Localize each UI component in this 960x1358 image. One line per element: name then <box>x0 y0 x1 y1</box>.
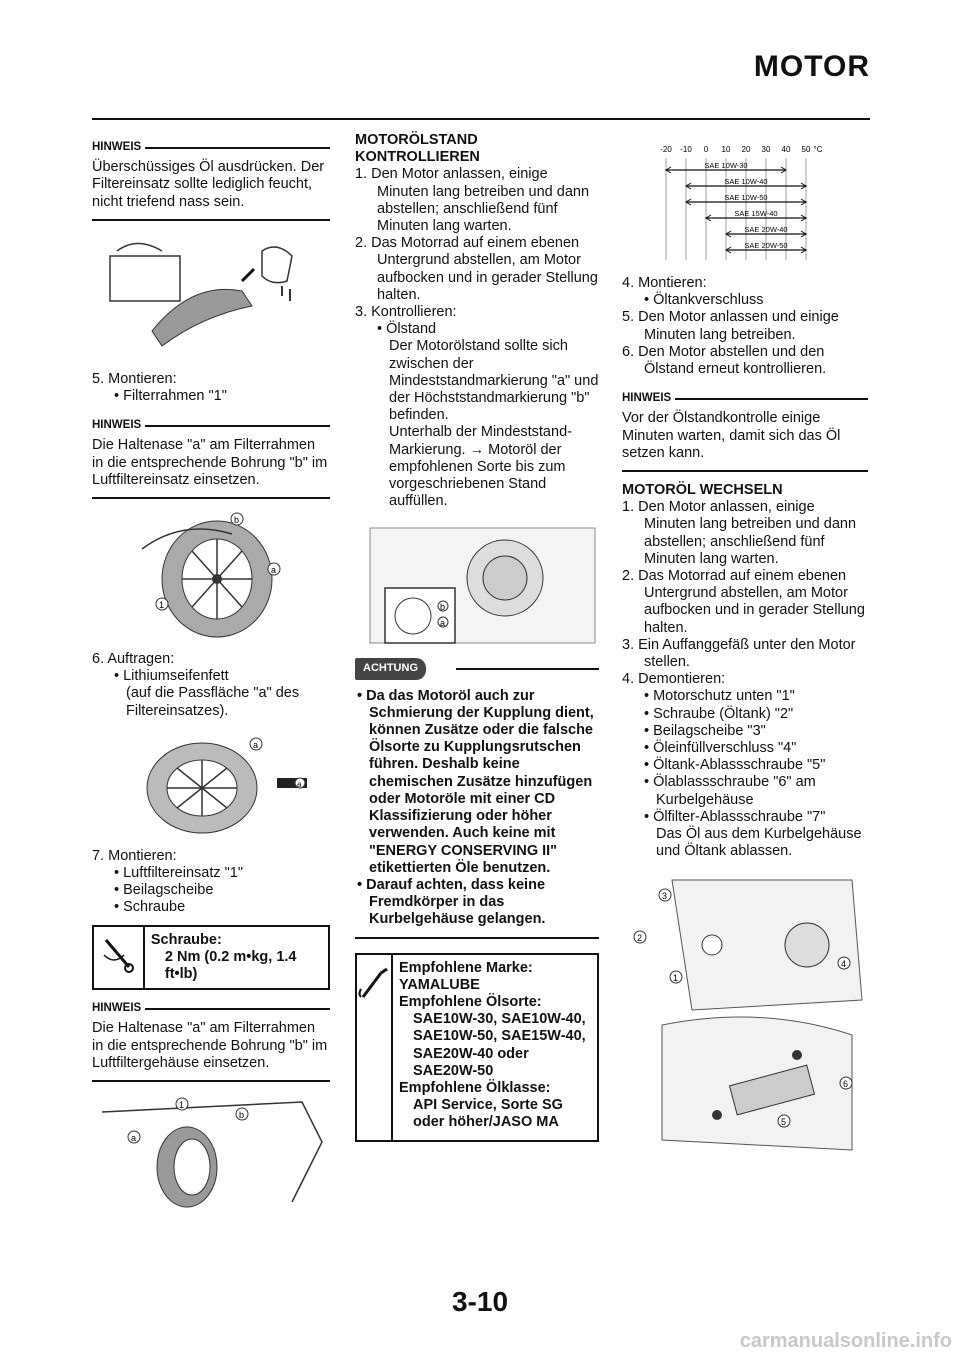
step-item: • Öltankverschluss <box>644 292 764 309</box>
rec-brand: YAMALUBE <box>399 976 480 993</box>
step-6-item: • Lithiumseifenfett <box>114 668 229 685</box>
remove-item: • Öleinfüllverschluss "4" <box>644 740 797 757</box>
column-middle <box>355 132 599 1152</box>
step: 5. Den Motor anlassen und einige Minuten lang betreiben. <box>622 309 839 343</box>
label-5: 5 <box>781 1116 787 1127</box>
grease-illustration <box>92 728 330 838</box>
hinweis-note: Überschüssiges Öl ausdrücken. Der Filtereinsatz sollte lediglich feucht, nicht triefend nass sein. <box>92 156 330 221</box>
viscosity-label: SAE 15W-40 <box>734 209 778 218</box>
label-1: 1 <box>673 972 679 983</box>
step-6-note: (auf die Passfläche "a" des Filtereinsatzes). <box>126 685 300 719</box>
hinweis-note: Die Haltenase "a" am Filterrahmen in die entsprechende Bohrung "b" im Luftfiltereinsatz einsetzen. <box>92 434 330 499</box>
step: 4. Demontieren: <box>622 671 726 688</box>
rec-class-label: Empfohlene Ölklasse: <box>399 1079 551 1096</box>
column-right <box>622 140 868 1165</box>
step-5: 5. Montieren: <box>92 370 177 387</box>
label-a: a <box>440 618 446 629</box>
step: 1. Den Motor anlassen, einige Minuten lang betreiben und dann abstellen; anschließend fünf Minuten lang warten. <box>622 499 857 567</box>
label-b: b <box>234 515 240 526</box>
step-6: 6. Auftragen: <box>92 651 175 668</box>
remove-item: • Ölablassschraube "6" am Kurbelgehäuse <box>644 774 816 808</box>
hinweis-header: HINWEIS <box>92 139 330 156</box>
step: 2. Das Motorrad auf einem ebenen Untergrund abstellen, am Motor aufbocken und in gerader Stellung halten. <box>355 235 598 303</box>
step-7-item: • Schraube <box>114 899 186 916</box>
step: 3. Kontrollieren: <box>355 304 457 321</box>
page-title: MOTOR <box>753 50 870 83</box>
label-b: b <box>440 602 446 613</box>
viscosity-label: SAE 20W-50 <box>744 241 788 250</box>
remove-item: • Schraube (Öltank) "2" <box>644 705 794 722</box>
axis-tick-label: 40 <box>781 145 791 154</box>
label-3: 3 <box>662 890 668 901</box>
step-text: Der Motorölstand sollte sich zwischen der Mindeststandmarkierung "a" und der Höchststandmarkierung "b" befinden. <box>389 338 599 424</box>
column-left <box>92 135 330 1222</box>
remove-item: • Beilagscheibe "3" <box>644 722 766 739</box>
label-1: 1 <box>179 1100 185 1111</box>
hinweis-header: HINWEIS <box>92 1000 330 1017</box>
viscosity-label: SAE 10W-30 <box>704 161 748 170</box>
remove-item: • Öltank-Ablassschraube "5" <box>644 757 826 774</box>
viscosity-chart <box>622 140 868 265</box>
oil-squeeze-illustration <box>92 231 330 361</box>
axis-tick-label: 0 <box>703 145 709 154</box>
viscosity-label: SAE 10W-40 <box>724 177 768 186</box>
step: 4. Montieren: <box>622 275 707 291</box>
achtung-box <box>355 680 599 939</box>
label-a: a <box>253 739 259 750</box>
step-5-item: • Filterrahmen "1" <box>114 388 227 405</box>
axis-tick-label: °C <box>813 145 823 154</box>
label-a: a <box>271 565 277 576</box>
filter-frame-illustration <box>92 509 330 641</box>
step: 6. Den Motor abstellen und den Ölstand erneut kontrollieren. <box>622 343 827 378</box>
remove-item: • Ölfilter-Ablassschraube "7" <box>644 808 826 825</box>
axis-tick-label: 10 <box>721 145 731 154</box>
remove-item: • Motorschutz unten "1" <box>644 688 795 705</box>
axis-tick-label: 30 <box>761 145 771 154</box>
drain-bolts-illustration <box>622 875 868 1155</box>
airbox-illustration <box>92 1092 330 1212</box>
achtung-item: • Darauf achten, dass keine Fremdkörper in das Kurbelgehäuse gelangen. <box>357 876 546 928</box>
step: 2. Das Motorrad auf einem ebenen Untergrund abstellen, am Motor aufbocken und in gerader Stellung halten. <box>622 568 865 636</box>
viscosity-label: SAE 10W-50 <box>724 193 768 202</box>
rec-type-label: Empfohlene Ölsorte: <box>399 993 542 1010</box>
remove-note: Das Öl aus dem Kurbelgehäuse und Öltank ablassen. <box>656 826 862 860</box>
label-2: 2 <box>637 932 643 943</box>
section-heading: MOTORÖLSTAND KONTROLLIEREN <box>355 132 480 166</box>
step-7-item: • Beilagscheibe <box>114 882 214 899</box>
label-a: a <box>297 779 302 789</box>
axis-tick-label: 20 <box>741 145 751 154</box>
label-1: 1 <box>159 600 165 611</box>
hinweis-note: Vor der Ölstandkontrolle einige Minuten warten, damit sich das Öl setzen kann. <box>622 407 868 472</box>
achtung-header <box>355 658 599 679</box>
step-item: • Ölstand <box>377 321 437 338</box>
hinweis-header: HINWEIS <box>92 417 330 434</box>
step: 3. Ein Auffanggefäß unter den Motor stellen. <box>622 636 856 671</box>
step-7-item: • Luftfiltereinsatz "1" <box>114 865 244 882</box>
step-text: Unterhalb der Mindeststand-Markierung. → Motoröl der empfohlenen Sorte bis zum vorgeschriebenen Stand auffüllen. <box>389 424 572 510</box>
viscosity-label: SAE 20W-40 <box>744 225 788 234</box>
axis-tick-label: -20 <box>660 145 672 154</box>
label-b: b <box>239 1110 245 1121</box>
step: 1. Den Motor anlassen, einige Minuten lang betreiben und dann abstellen; anschließend fünf Minuten lang warten. <box>355 166 590 235</box>
section-heading: MOTORÖL WECHSELN <box>622 482 783 499</box>
rec-brand-label: Empfohlene Marke: <box>399 959 533 976</box>
axis-tick-label: -10 <box>680 145 692 154</box>
label-4: 4 <box>841 958 847 969</box>
hinweis-note: Die Haltenase "a" am Filterrahmen in die entsprechende Bohrung "b" im Luftfiltergehäuse einsetzen. <box>92 1017 330 1082</box>
spec-title: Schraube: <box>150 931 222 948</box>
achtung-item: • Da das Motoröl auch zur Schmierung der Kupplung dient, können Zusätze oder die falsche Ölsorte zu Kupplungsrutschen führen. Deshalb keine chemischen Zusätze hinzufügen oder Motoröle mit einer CD Klassifizierung oder höher verwenden. Auch keine mit "ENERGY CONSERVING II" etikettierten Öle benutzen. <box>357 687 594 876</box>
torque-spec-box <box>92 925 330 991</box>
rec-type: SAE10W-30, SAE10W-40, SAE10W-50, SAE15W-40, SAE20W-40 oder SAE20W-50 <box>413 1011 586 1079</box>
axis-tick-label: 50 <box>801 145 811 154</box>
oil-level-illustration <box>355 518 599 648</box>
spec-value: 2 Nm (0.2 m•kg, 1.4 ft•lb) <box>164 948 297 983</box>
page-number: 3-10 <box>451 1286 509 1317</box>
label-a: a <box>131 1133 137 1144</box>
watermark: carmanualsonline.info <box>739 1330 952 1352</box>
recommended-oil-box <box>355 953 599 1142</box>
header-rule <box>92 118 870 120</box>
hinweis-header: HINWEIS <box>622 390 868 407</box>
oil-can-icon <box>357 955 393 1140</box>
achtung-badge: ACHTUNG <box>355 658 426 679</box>
label-6: 6 <box>843 1078 849 1089</box>
step-7: 7. Montieren: <box>92 847 177 864</box>
torque-wrench-icon <box>94 927 145 989</box>
rec-class: API Service, Sorte SG oder höher/JASO MA <box>413 1097 563 1131</box>
